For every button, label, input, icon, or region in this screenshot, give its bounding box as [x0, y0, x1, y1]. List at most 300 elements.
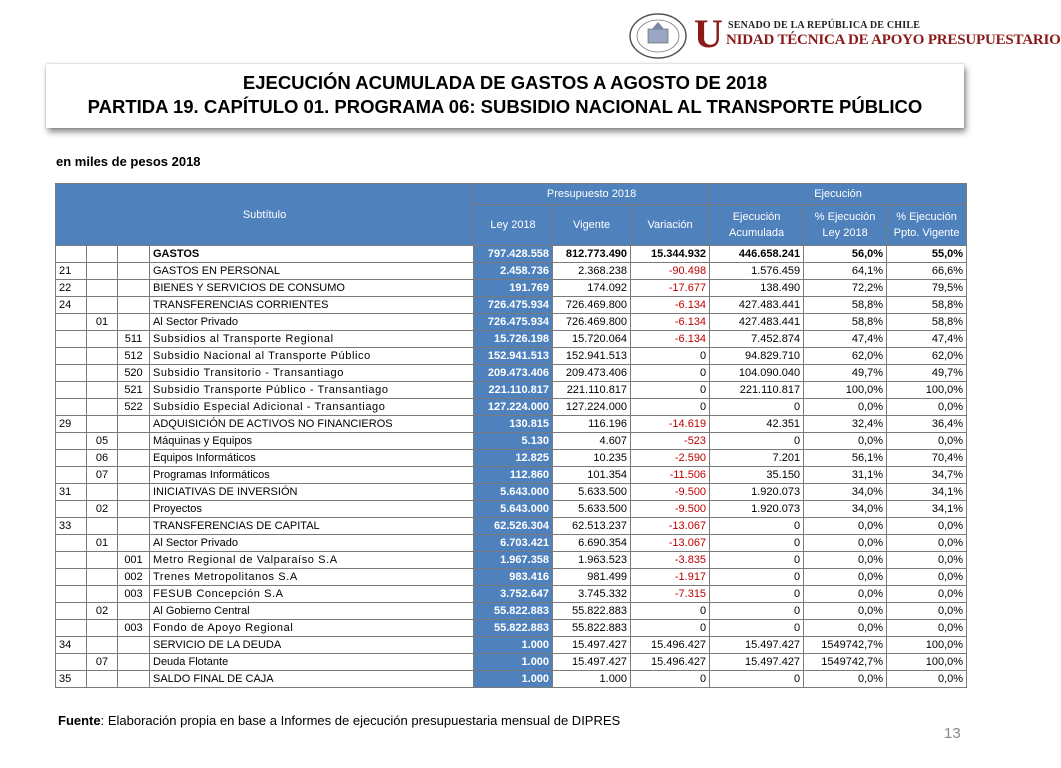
- row-variacion: -9.500: [631, 484, 710, 501]
- row-pct-vigente: 0,0%: [887, 535, 967, 552]
- row-code-item: [87, 399, 118, 416]
- row-variacion: -13.067: [631, 518, 710, 535]
- row-ejecucion-acumulada: 0: [710, 620, 804, 637]
- row-pct-ley: 0,0%: [804, 399, 887, 416]
- row-variacion: -11.506: [631, 467, 710, 484]
- row-code-subtitle: 33: [56, 518, 87, 535]
- table-row: [56, 603, 967, 620]
- row-vigente: 10.235: [553, 450, 631, 467]
- row-code-assignment: [118, 484, 150, 501]
- row-code-subtitle: [56, 246, 87, 263]
- table-row: [56, 552, 967, 569]
- table-row: [56, 297, 967, 314]
- row-code-assignment: 512: [118, 348, 150, 365]
- row-code-subtitle: 24: [56, 297, 87, 314]
- row-variacion: -2.590: [631, 450, 710, 467]
- row-pct-ley: 62,0%: [804, 348, 887, 365]
- row-code-item: [87, 365, 118, 382]
- row-pct-vigente: 0,0%: [887, 552, 967, 569]
- row-description: Subsidio Transporte Público - Transantiago: [150, 382, 474, 399]
- row-code-item: 01: [87, 535, 118, 552]
- row-description: Subsidios al Transporte Regional: [150, 331, 474, 348]
- row-pct-vigente: 58,8%: [887, 297, 967, 314]
- row-description: Subsidio Transitorio - Transantiago: [150, 365, 474, 382]
- row-pct-vigente: 0,0%: [887, 569, 967, 586]
- row-ley-2018: 726.475.934: [474, 297, 553, 314]
- row-ejecucion-acumulada: 0: [710, 399, 804, 416]
- header-presupuesto: Presupuesto 2018: [474, 184, 710, 205]
- row-vigente: 55.822.883: [553, 603, 631, 620]
- row-pct-vigente: 66,6%: [887, 263, 967, 280]
- row-code-subtitle: [56, 382, 87, 399]
- row-code-subtitle: [56, 365, 87, 382]
- page-number: 13: [944, 725, 961, 742]
- row-description: GASTOS: [150, 246, 474, 263]
- row-code-assignment: [118, 637, 150, 654]
- page-title: [46, 64, 964, 128]
- table-row: [56, 569, 967, 586]
- row-code-item: [87, 348, 118, 365]
- row-ley-2018: 5.130: [474, 433, 553, 450]
- row-code-assignment: [118, 246, 150, 263]
- row-pct-ley: 47,4%: [804, 331, 887, 348]
- row-description: Subsidio Nacional al Transporte Público: [150, 348, 474, 365]
- row-code-item: [87, 382, 118, 399]
- row-ley-2018: 55.822.883: [474, 620, 553, 637]
- row-ejecucion-acumulada: 1.576.459: [710, 263, 804, 280]
- row-ley-2018: 1.967.358: [474, 552, 553, 569]
- row-code-subtitle: [56, 501, 87, 518]
- source-note: [58, 713, 620, 728]
- row-code-item: [87, 416, 118, 433]
- row-code-item: [87, 552, 118, 569]
- row-code-subtitle: [56, 399, 87, 416]
- row-code-assignment: 003: [118, 620, 150, 637]
- row-code-item: 01: [87, 314, 118, 331]
- row-description: Máquinas y Equipos: [150, 433, 474, 450]
- row-ejecucion-acumulada: 7.452.874: [710, 331, 804, 348]
- header-variacion: Variación: [631, 205, 710, 246]
- row-vigente: 1.000: [553, 671, 631, 688]
- row-code-assignment: 003: [118, 586, 150, 603]
- row-variacion: -523: [631, 433, 710, 450]
- row-pct-ley: 0,0%: [804, 433, 887, 450]
- header-ejecucion-acumulada: Ejecución Acumulada: [710, 205, 804, 246]
- row-vigente: 55.822.883: [553, 620, 631, 637]
- row-ley-2018: 2.458.736: [474, 263, 553, 280]
- row-pct-vigente: 70,4%: [887, 450, 967, 467]
- row-code-subtitle: [56, 433, 87, 450]
- row-variacion: 15.496.427: [631, 654, 710, 671]
- title-line-1: EJECUCIÓN ACUMULADA DE GASTOS A AGOSTO DE 2018: [242, 72, 768, 93]
- row-variacion: -90.498: [631, 263, 710, 280]
- table-row: [56, 433, 967, 450]
- row-variacion: 0: [631, 620, 710, 637]
- row-code-subtitle: [56, 603, 87, 620]
- row-pct-vigente: 55,0%: [887, 246, 967, 263]
- table-row: [56, 501, 967, 518]
- row-vigente: 152.941.513: [553, 348, 631, 365]
- row-code-item: [87, 620, 118, 637]
- row-code-assignment: [118, 433, 150, 450]
- table-row: [56, 365, 967, 382]
- row-ley-2018: 112.860: [474, 467, 553, 484]
- row-code-item: [87, 484, 118, 501]
- row-description: GASTOS EN PERSONAL: [150, 263, 474, 280]
- source-label: Fuente: [58, 713, 101, 728]
- row-variacion: -7.315: [631, 586, 710, 603]
- row-pct-vigente: 0,0%: [887, 433, 967, 450]
- row-code-item: 07: [87, 654, 118, 671]
- row-description: TRANSFERENCIAS DE CAPITAL: [150, 518, 474, 535]
- row-variacion: 15.496.427: [631, 637, 710, 654]
- row-code-subtitle: [56, 331, 87, 348]
- row-code-assignment: 511: [118, 331, 150, 348]
- row-code-subtitle: 29: [56, 416, 87, 433]
- row-code-item: [87, 569, 118, 586]
- row-ejecucion-acumulada: 0: [710, 603, 804, 620]
- row-code-subtitle: [56, 450, 87, 467]
- row-pct-ley: 0,0%: [804, 620, 887, 637]
- row-ejecucion-acumulada: 446.658.241: [710, 246, 804, 263]
- row-description: SALDO FINAL DE CAJA: [150, 671, 474, 688]
- table-row: [56, 518, 967, 535]
- row-code-subtitle: [56, 586, 87, 603]
- row-ley-2018: 797.428.558: [474, 246, 553, 263]
- row-code-subtitle: [56, 314, 87, 331]
- row-pct-vigente: 36,4%: [887, 416, 967, 433]
- row-description: INICIATIVAS DE INVERSIÓN: [150, 484, 474, 501]
- row-pct-vigente: 49,7%: [887, 365, 967, 382]
- brand-senate-line: SENADO DE LA REPÚBLICA DE CHILE: [728, 20, 921, 31]
- row-pct-vigente: 79,5%: [887, 280, 967, 297]
- row-description: Metro Regional de Valparaíso S.A: [150, 552, 474, 569]
- row-variacion: -13.067: [631, 535, 710, 552]
- row-code-assignment: 521: [118, 382, 150, 399]
- row-ejecucion-acumulada: 104.090.040: [710, 365, 804, 382]
- table-row: [56, 348, 967, 365]
- row-code-assignment: [118, 297, 150, 314]
- row-code-subtitle: 22: [56, 280, 87, 297]
- row-pct-ley: 72,2%: [804, 280, 887, 297]
- header-ley: Ley 2018: [474, 205, 553, 246]
- row-vigente: 1.963.523: [553, 552, 631, 569]
- row-pct-vigente: 47,4%: [887, 331, 967, 348]
- row-vigente: 127.224.000: [553, 399, 631, 416]
- row-pct-vigente: 0,0%: [887, 620, 967, 637]
- row-ley-2018: 1.000: [474, 654, 553, 671]
- row-description: Programas Informáticos: [150, 467, 474, 484]
- row-vigente: 5.633.500: [553, 501, 631, 518]
- table-row: [56, 382, 967, 399]
- row-pct-ley: 0,0%: [804, 603, 887, 620]
- row-pct-ley: 1549742,7%: [804, 654, 887, 671]
- row-variacion: -3.835: [631, 552, 710, 569]
- row-pct-ley: 0,0%: [804, 586, 887, 603]
- row-vigente: 62.513.237: [553, 518, 631, 535]
- table-row: [56, 416, 967, 433]
- row-pct-vigente: 0,0%: [887, 603, 967, 620]
- row-ejecucion-acumulada: 0: [710, 535, 804, 552]
- row-code-item: [87, 637, 118, 654]
- header-pct-ley: % Ejecución Ley 2018: [804, 205, 887, 246]
- row-pct-ley: 56,0%: [804, 246, 887, 263]
- row-ejecucion-acumulada: 221.110.817: [710, 382, 804, 399]
- row-code-assignment: [118, 416, 150, 433]
- row-vigente: 15.720.064: [553, 331, 631, 348]
- row-variacion: -17.677: [631, 280, 710, 297]
- row-pct-vigente: 0,0%: [887, 671, 967, 688]
- row-pct-ley: 58,8%: [804, 314, 887, 331]
- row-vigente: 6.690.354: [553, 535, 631, 552]
- row-pct-ley: 34,0%: [804, 501, 887, 518]
- table-row: [56, 586, 967, 603]
- row-code-assignment: [118, 603, 150, 620]
- row-code-assignment: 001: [118, 552, 150, 569]
- row-description: Al Sector Privado: [150, 535, 474, 552]
- table-row: [56, 467, 967, 484]
- row-ejecucion-acumulada: 0: [710, 671, 804, 688]
- row-pct-ley: 100,0%: [804, 382, 887, 399]
- row-vigente: 174.092: [553, 280, 631, 297]
- row-pct-ley: 0,0%: [804, 535, 887, 552]
- row-ley-2018: 55.822.883: [474, 603, 553, 620]
- row-ejecucion-acumulada: 15.497.427: [710, 637, 804, 654]
- row-variacion: 0: [631, 671, 710, 688]
- row-pct-ley: 31,1%: [804, 467, 887, 484]
- row-code-item: [87, 297, 118, 314]
- row-ley-2018: 152.941.513: [474, 348, 553, 365]
- senate-seal-logo: [628, 12, 694, 60]
- row-pct-ley: 0,0%: [804, 552, 887, 569]
- row-code-item: [87, 331, 118, 348]
- row-pct-ley: 49,7%: [804, 365, 887, 382]
- row-code-assignment: [118, 450, 150, 467]
- row-code-item: 05: [87, 433, 118, 450]
- row-code-subtitle: [56, 654, 87, 671]
- row-code-item: 02: [87, 501, 118, 518]
- row-pct-vigente: 34,1%: [887, 484, 967, 501]
- table-row: [56, 484, 967, 501]
- table-row: [56, 331, 967, 348]
- row-variacion: 15.344.932: [631, 246, 710, 263]
- row-ejecucion-acumulada: 427.483.441: [710, 297, 804, 314]
- row-ley-2018: 127.224.000: [474, 399, 553, 416]
- row-code-subtitle: [56, 552, 87, 569]
- row-pct-vigente: 34,1%: [887, 501, 967, 518]
- row-pct-vigente: 100,0%: [887, 382, 967, 399]
- row-variacion: 0: [631, 348, 710, 365]
- row-variacion: -14.619: [631, 416, 710, 433]
- row-vigente: 726.469.800: [553, 297, 631, 314]
- row-variacion: 0: [631, 365, 710, 382]
- row-code-item: 06: [87, 450, 118, 467]
- source-text: : Elaboración propia en base a Informes de ejecución presupuestaria mensual de DIPRES: [100, 713, 621, 728]
- brand-unit-line: NIDAD TÉCNICA DE APOYO PRESUPUESTARIO: [726, 32, 1061, 48]
- table-row: [56, 535, 967, 552]
- row-ejecucion-acumulada: 138.490: [710, 280, 804, 297]
- table-row: [56, 654, 967, 671]
- row-ley-2018: 191.769: [474, 280, 553, 297]
- row-ejecucion-acumulada: 1.920.073: [710, 501, 804, 518]
- row-code-item: 02: [87, 603, 118, 620]
- header-pct-vigente: % Ejecución Ppto. Vigente: [887, 205, 967, 246]
- row-pct-vigente: 0,0%: [887, 399, 967, 416]
- row-code-item: 07: [87, 467, 118, 484]
- row-pct-ley: 32,4%: [804, 416, 887, 433]
- row-ejecucion-acumulada: 1.920.073: [710, 484, 804, 501]
- row-variacion: -1.917: [631, 569, 710, 586]
- row-code-assignment: [118, 501, 150, 518]
- row-variacion: -6.134: [631, 314, 710, 331]
- row-description: Trenes Metropolitanos S.A: [150, 569, 474, 586]
- row-ejecucion-acumulada: 0: [710, 552, 804, 569]
- row-ejecucion-acumulada: 0: [710, 518, 804, 535]
- row-code-assignment: 520: [118, 365, 150, 382]
- table-row: [56, 450, 967, 467]
- title-line-2: PARTIDA 19. CAPÍTULO 01. PROGRAMA 06: SUBSIDIO NACIONAL AL TRANSPORTE PÚBLICO: [87, 96, 923, 117]
- row-code-item: [87, 246, 118, 263]
- row-ley-2018: 5.643.000: [474, 501, 553, 518]
- row-ley-2018: 1.000: [474, 671, 553, 688]
- row-variacion: -6.134: [631, 331, 710, 348]
- row-vigente: 209.473.406: [553, 365, 631, 382]
- row-description: TRANSFERENCIAS CORRIENTES: [150, 297, 474, 314]
- budget-table: [55, 183, 967, 688]
- row-code-item: [87, 263, 118, 280]
- row-vigente: 15.497.427: [553, 637, 631, 654]
- row-code-assignment: [118, 280, 150, 297]
- table-row: [56, 637, 967, 654]
- units-label: en miles de pesos 2018: [56, 154, 201, 169]
- row-code-subtitle: [56, 620, 87, 637]
- row-code-item: [87, 280, 118, 297]
- row-description: Fondo de Apoyo Regional: [150, 620, 474, 637]
- row-pct-ley: 1549742,7%: [804, 637, 887, 654]
- row-ejecucion-acumulada: 427.483.441: [710, 314, 804, 331]
- row-pct-ley: 0,0%: [804, 518, 887, 535]
- row-ejecucion-acumulada: 15.497.427: [710, 654, 804, 671]
- row-code-item: [87, 671, 118, 688]
- row-variacion: 0: [631, 382, 710, 399]
- row-code-subtitle: 31: [56, 484, 87, 501]
- row-description: Equipos Informáticos: [150, 450, 474, 467]
- row-vigente: 116.196: [553, 416, 631, 433]
- header-vigente: Vigente: [553, 205, 631, 246]
- row-ley-2018: 12.825: [474, 450, 553, 467]
- row-code-item: [87, 518, 118, 535]
- row-code-assignment: [118, 671, 150, 688]
- row-pct-vigente: 100,0%: [887, 637, 967, 654]
- row-description: Proyectos: [150, 501, 474, 518]
- row-pct-ley: 64,1%: [804, 263, 887, 280]
- row-ley-2018: 726.475.934: [474, 314, 553, 331]
- row-ley-2018: 6.703.421: [474, 535, 553, 552]
- row-vigente: 5.633.500: [553, 484, 631, 501]
- table-row: [56, 620, 967, 637]
- row-ley-2018: 3.752.647: [474, 586, 553, 603]
- row-vigente: 2.368.238: [553, 263, 631, 280]
- row-description: Deuda Flotante: [150, 654, 474, 671]
- row-code-assignment: [118, 263, 150, 280]
- row-description: Al Gobierno Central: [150, 603, 474, 620]
- row-ley-2018: 15.726.198: [474, 331, 553, 348]
- row-ejecucion-acumulada: 35.150: [710, 467, 804, 484]
- row-pct-ley: 34,0%: [804, 484, 887, 501]
- row-vigente: 221.110.817: [553, 382, 631, 399]
- row-pct-vigente: 58,8%: [887, 314, 967, 331]
- row-description: FESUB Concepción S.A: [150, 586, 474, 603]
- row-ejecucion-acumulada: 94.829.710: [710, 348, 804, 365]
- row-code-subtitle: [56, 467, 87, 484]
- row-description: BIENES Y SERVICIOS DE CONSUMO: [150, 280, 474, 297]
- row-pct-vigente: 62,0%: [887, 348, 967, 365]
- table-row: [56, 399, 967, 416]
- table-body: [56, 246, 967, 688]
- row-code-assignment: 002: [118, 569, 150, 586]
- table-row: [56, 314, 967, 331]
- row-ley-2018: 1.000: [474, 637, 553, 654]
- row-vigente: 812.773.490: [553, 246, 631, 263]
- row-code-assignment: [118, 467, 150, 484]
- row-vigente: 981.499: [553, 569, 631, 586]
- row-code-subtitle: 34: [56, 637, 87, 654]
- row-ley-2018: 209.473.406: [474, 365, 553, 382]
- row-vigente: 101.354: [553, 467, 631, 484]
- row-vigente: 15.497.427: [553, 654, 631, 671]
- row-pct-vigente: 34,7%: [887, 467, 967, 484]
- row-pct-ley: 0,0%: [804, 671, 887, 688]
- row-vigente: 3.745.332: [553, 586, 631, 603]
- row-ley-2018: 130.815: [474, 416, 553, 433]
- row-code-subtitle: 21: [56, 263, 87, 280]
- row-pct-vigente: 0,0%: [887, 586, 967, 603]
- row-code-subtitle: 35: [56, 671, 87, 688]
- row-ejecucion-acumulada: 42.351: [710, 416, 804, 433]
- row-pct-vigente: 0,0%: [887, 518, 967, 535]
- row-description: ADQUISICIÓN DE ACTIVOS NO FINANCIEROS: [150, 416, 474, 433]
- row-code-subtitle: [56, 569, 87, 586]
- table-row: [56, 671, 967, 688]
- row-code-item: [87, 586, 118, 603]
- row-ley-2018: 221.110.817: [474, 382, 553, 399]
- row-vigente: 726.469.800: [553, 314, 631, 331]
- header-subtitulo: Subtítulo: [56, 184, 474, 246]
- row-description: Al Sector Privado: [150, 314, 474, 331]
- row-ley-2018: 5.643.000: [474, 484, 553, 501]
- row-code-assignment: 522: [118, 399, 150, 416]
- row-code-subtitle: [56, 535, 87, 552]
- table-row: [56, 263, 967, 280]
- row-code-assignment: [118, 314, 150, 331]
- row-ejecucion-acumulada: 0: [710, 569, 804, 586]
- row-code-assignment: [118, 535, 150, 552]
- row-ejecucion-acumulada: 7.201: [710, 450, 804, 467]
- row-code-subtitle: [56, 348, 87, 365]
- row-code-assignment: [118, 518, 150, 535]
- row-description: Subsidio Especial Adicional - Transantiago: [150, 399, 474, 416]
- row-pct-ley: 56,1%: [804, 450, 887, 467]
- row-ejecucion-acumulada: 0: [710, 433, 804, 450]
- row-variacion: -6.134: [631, 297, 710, 314]
- table-row: [56, 280, 967, 297]
- row-pct-ley: 58,8%: [804, 297, 887, 314]
- brand-initial: U: [694, 11, 723, 56]
- row-ley-2018: 62.526.304: [474, 518, 553, 535]
- row-vigente: 4.607: [553, 433, 631, 450]
- row-variacion: -9.500: [631, 501, 710, 518]
- row-ejecucion-acumulada: 0: [710, 586, 804, 603]
